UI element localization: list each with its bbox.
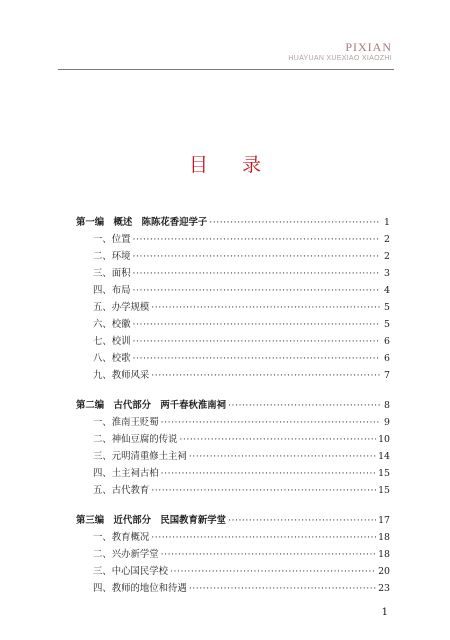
toc-entry-page: 4 xyxy=(384,285,390,296)
toc-leader-dots xyxy=(133,282,380,299)
toc-entry-page: 5 xyxy=(384,319,390,330)
toc-entry-page: 20 xyxy=(378,566,390,577)
toc-entry-title: 二、神仙豆腐的传说 xyxy=(93,434,178,445)
toc-part xyxy=(76,397,390,499)
toc-entry xyxy=(76,367,390,384)
toc-part xyxy=(76,214,390,384)
toc-entry xyxy=(76,529,390,546)
toc-leader-dots xyxy=(189,580,376,597)
toc-leader-dots xyxy=(133,248,380,265)
toc-entry-title: 二、兴办新学堂 xyxy=(93,549,159,560)
toc-entry-title: 六、校徽 xyxy=(93,319,131,330)
toc-leader-dots xyxy=(228,397,380,414)
toc-leader-dots xyxy=(133,333,380,350)
toc-entry xyxy=(76,580,390,597)
table-of-contents xyxy=(76,214,390,610)
toc-entry-page: 14 xyxy=(378,451,390,462)
toc-entry-title: 三、中心国民学校 xyxy=(93,566,169,577)
toc-entry-page: 6 xyxy=(384,336,390,347)
toc-entry-title: 第三编 近代部分 民国教育新学堂 xyxy=(76,515,227,526)
toc-leader-dots xyxy=(151,529,376,546)
toc-leader-dots xyxy=(151,367,380,384)
toc-entry-page: 8 xyxy=(384,400,390,411)
toc-entry xyxy=(76,546,390,563)
toc-leader-dots xyxy=(161,546,376,563)
toc-entry-page: 3 xyxy=(384,268,390,279)
toc-part-heading xyxy=(76,512,390,529)
toc-entry xyxy=(76,299,390,316)
toc-leader-dots xyxy=(228,512,376,529)
toc-leader-dots xyxy=(189,448,376,465)
toc-entry-title: 一、淮南王贬蜀 xyxy=(93,417,159,428)
toc-entry-title: 三、元明清重修土主祠 xyxy=(93,451,187,462)
toc-leader-dots xyxy=(161,465,376,482)
toc-entry-page: 2 xyxy=(384,251,390,262)
toc-entry-title: 第一编 概述 陈陈花香迎学子 xyxy=(76,217,208,228)
toc-entry xyxy=(76,350,390,367)
toc-entry-page: 23 xyxy=(378,583,390,594)
toc-entry-page: 6 xyxy=(384,353,390,364)
toc-leader-dots xyxy=(161,414,380,431)
toc-entry-title: 一、位置 xyxy=(93,234,131,245)
toc-entry-page: 10 xyxy=(378,434,390,445)
toc-entry-page: 17 xyxy=(378,515,390,526)
toc-entry xyxy=(76,431,390,448)
toc-entry xyxy=(76,282,390,299)
header-title: PIXIAN xyxy=(345,40,392,54)
toc-entry-title: 七、校训 xyxy=(93,336,131,347)
toc-part xyxy=(76,512,390,597)
toc-entry-title: 四、布局 xyxy=(93,285,131,296)
toc-leader-dots xyxy=(151,299,380,316)
toc-entry-title: 第二编 古代部分 两千春秋淮南祠 xyxy=(76,400,227,411)
toc-entry-page: 5 xyxy=(384,302,390,313)
toc-part-heading xyxy=(76,214,390,231)
toc-entry xyxy=(76,316,390,333)
toc-leader-dots xyxy=(170,563,376,580)
toc-leader-dots xyxy=(151,482,376,499)
header-rule xyxy=(58,69,394,70)
toc-entry xyxy=(76,248,390,265)
toc-entry xyxy=(76,465,390,482)
toc-leader-dots xyxy=(133,265,380,282)
toc-part-heading xyxy=(76,397,390,414)
toc-entry xyxy=(76,414,390,431)
toc-entry xyxy=(76,265,390,282)
toc-entry xyxy=(76,333,390,350)
toc-entry-page: 2 xyxy=(384,234,390,245)
toc-entry-page: 15 xyxy=(378,468,390,479)
toc-entry-page: 15 xyxy=(378,485,390,496)
toc-entry-title: 二、环境 xyxy=(93,251,131,262)
toc-entry-page: 1 xyxy=(384,217,390,228)
toc-title: 目 录 xyxy=(188,154,276,176)
toc-leader-dots xyxy=(209,214,380,231)
toc-entry-title: 四、土主祠古柏 xyxy=(93,468,159,479)
toc-leader-dots xyxy=(133,350,380,367)
toc-entry-title: 五、古代教育 xyxy=(93,485,150,496)
toc-entry-title: 一、教育概况 xyxy=(93,532,150,543)
page-number: 1 xyxy=(381,607,388,618)
toc-entry-page: 7 xyxy=(384,370,390,381)
toc-entry xyxy=(76,563,390,580)
toc-entry-title: 四、教师的地位和待遇 xyxy=(93,583,187,594)
toc-entry-page: 9 xyxy=(384,417,390,428)
toc-leader-dots xyxy=(133,231,380,248)
toc-leader-dots xyxy=(133,316,380,333)
header-subtitle: HUAYUAN XUEXIAO XIAOZHI xyxy=(288,55,392,62)
toc-entry-page: 18 xyxy=(378,549,390,560)
toc-entry xyxy=(76,448,390,465)
toc-entry xyxy=(76,231,390,248)
running-header xyxy=(288,40,392,63)
toc-entry-title: 三、面积 xyxy=(93,268,131,279)
toc-entry-title: 八、校歌 xyxy=(93,353,131,364)
toc-entry xyxy=(76,482,390,499)
toc-entry-title: 九、教师风采 xyxy=(93,370,150,381)
toc-entry-title: 五、办学规模 xyxy=(93,302,150,313)
toc-entry-page: 18 xyxy=(378,532,390,543)
toc-leader-dots xyxy=(179,431,376,448)
